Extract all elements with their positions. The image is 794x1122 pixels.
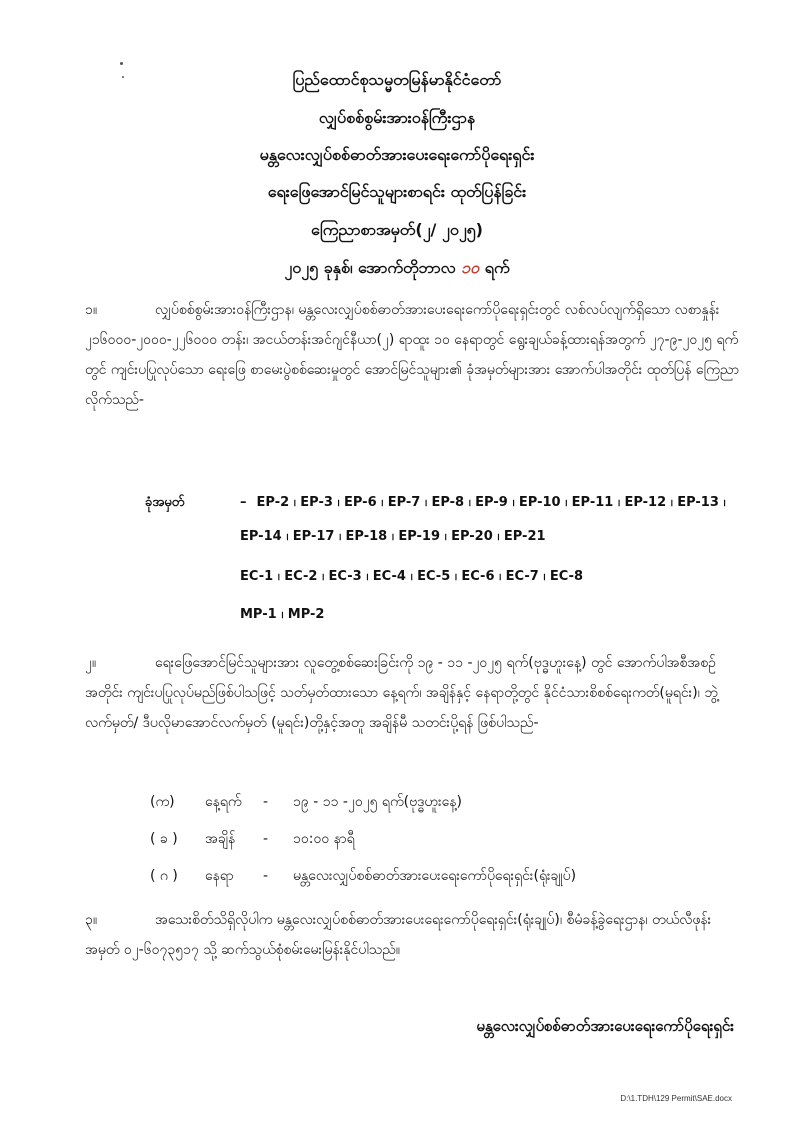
schedule-key: (က) xyxy=(150,794,175,810)
schedule-key: ( ခ ) xyxy=(150,831,178,847)
paragraph-text: လျှပ်စစ်စွမ်းအားဝန်ကြီးဌာန၊ မန္တလေးလျှပ်စစ်ဓာတ်အားပေးရေးကော်ပိုရေးရှင်းတွင် လစ်လပ်လျက်ရှိသော လစာနှုန်း ၂၁၆၀၀၀-၂၀၀၀-၂၂၆၀၀၀ တန်း၊ အငယ်တန်းအင်ဂျင်နီယာ(၂) ရာထူး ၁၀ နေရာတွင် ရွေးချယ်ခန့်ထားရန်အတွက် ၂၇-၉-၂၀၂၅ ရက်တွင် ကျင်းပပြုလုပ်သော ရေးဖြေ စာမေးပွဲစစ်ဆေးမှုတွင် အောင်မြင်သူများ၏ ခုံအမှတ်များအား အောက်ပါအတိုင်း ထုတ်ပြန် ကြေညာလိုက်သည်- xyxy=(85,302,740,408)
paragraph-2 xyxy=(85,648,745,778)
date-day-handwritten: ၁၀ xyxy=(461,258,480,277)
date-prefix: ၂၀၂၅ ခုနှစ်၊ အောက်တိုဘာလ xyxy=(284,258,456,277)
schedule-name: နေ့ရက် xyxy=(205,794,242,810)
header-date xyxy=(0,258,794,278)
schedule-dash: - xyxy=(263,794,269,810)
schedule-key: ( ဂ ) xyxy=(150,868,178,884)
header-corporation: မန္တလေးလျှပ်စစ်ဓာတ်အားပေးရေးကော်ပိုရေးရှင်း xyxy=(259,145,535,164)
roll-numbers-label: ခုံအမှတ် xyxy=(145,495,185,510)
schedule-item-time xyxy=(150,829,355,849)
scan-speck xyxy=(120,62,123,65)
header-announcement-number: ကြေညာစာအမှတ်(၂/ ၂၀၂၅) xyxy=(311,220,483,239)
schedule-dash: - xyxy=(263,868,269,884)
paragraph-number: ၃။ xyxy=(85,912,98,928)
roll-numbers-list: EP-2 ၊ EP-3 ၊ EP-6 ၊ EP-7 ၊ EP-8 ၊ EP-9 ၊ EP-10 ၊ EP-11 ၊ EP-12 ၊ EP-13 ၊ xyxy=(256,495,726,510)
roll-numbers-row-2: EP-14 ၊ EP-17 ၊ EP-18 ၊ EP-19 ၊ EP-20 ၊ EP-21 xyxy=(240,529,546,544)
roll-numbers-row-4: MP-1 ၊ MP-2 xyxy=(240,607,325,622)
schedule-item-place xyxy=(150,866,576,886)
paragraph-text: အသေးစိတ်သိရှိလိုပါက မန္တလေးလျှပ်စစ်ဓာတ်အားပေးရေးကော်ပိုရေးရှင်း(ရုံးချုပ်)၊ စီမံခန့်ခွဲရေးဌာန၊ တယ်လီဖုန်းအမှတ် ၀၂-၆၀၇၃၅၁၇ သို့ ဆက်သွယ်စုံစမ်းမေးမြန်းနိုင်ပါသည်။ xyxy=(85,912,712,958)
schedule-name: နေရာ xyxy=(205,868,234,884)
signature-block: မန္တလေးလျှပ်စစ်ဓာတ်အားပေးရေးကော်ပိုရေးရှင်း xyxy=(476,1017,734,1035)
paragraph-number: ၂။ xyxy=(85,655,97,671)
header-country: ပြည်ထောင်စုသမ္မတမြန်မာနိုင်ငံတော် xyxy=(292,70,502,89)
paragraph-number: ၁။ xyxy=(85,302,98,318)
schedule-value: ၁၀:၀၀ နာရီ xyxy=(293,831,355,847)
header-subject: ရေးဖြေအောင်မြင်သူများစာရင်း ထုတ်ပြန်ခြင်း xyxy=(267,182,527,201)
paragraph-text: ရေးဖြေအောင်မြင်သူများအား လူတွေ့စစ်ဆေးခြင်းကို ၁၉ - ၁၁ -၂၀၂၅ ရက်(ဗုဒ္ဓဟူးနေ့) တွင် အောက်ပါအစီအစဉ်အတိုင်း ကျင်းပပြုလုပ်မည်ဖြစ်ပါသဖြင့် သတ်မှတ်ထားသော နေ့ရက်၊ အချိန်နှင့် နေရာတို့တွင် နိုင်ငံသားစိစစ်ရေးကတ်(မူရင်း)၊ ဘွဲ့လက်မှတ်/ ဒီပလိုမာအောင်လက်မှတ် (မူရင်း)တို့နှင့်အတူ အချိန်မီ သတင်းပို့ရန် ဖြစ်ပါသည်- xyxy=(85,655,718,731)
paragraph-3 xyxy=(85,905,745,975)
roll-numbers-dash: – xyxy=(240,495,247,510)
schedule-item-date xyxy=(150,792,462,812)
roll-numbers-row-3: EC-1 ၊ EC-2 ၊ EC-3 ၊ EC-4 ၊ EC-5 ၊ EC-6 ၊ EC-7 ၊ EC-8 xyxy=(240,569,584,584)
roll-numbers-row-1 xyxy=(145,492,725,514)
date-suffix: ရက် xyxy=(484,258,510,277)
header-ministry: လျှပ်စစ်စွမ်းအားဝန်ကြီးဌာန xyxy=(318,108,476,127)
schedule-value: မန္တလေးလျှပ်စစ်ဓာတ်အားပေးရေးကော်ပိုရေးရှင်း(ရုံးချုပ်) xyxy=(293,868,577,884)
paragraph-1 xyxy=(85,295,745,455)
schedule-dash: - xyxy=(263,831,269,847)
schedule-value: ၁၉ - ၁၁ -၂၀၂၅ ရက်(ဗုဒ္ဓဟူးနေ့) xyxy=(293,794,462,810)
schedule-name: အချိန် xyxy=(205,831,236,847)
file-path-footer: D:\1.TDH\129 Permit\SAE.docx xyxy=(620,1094,732,1103)
